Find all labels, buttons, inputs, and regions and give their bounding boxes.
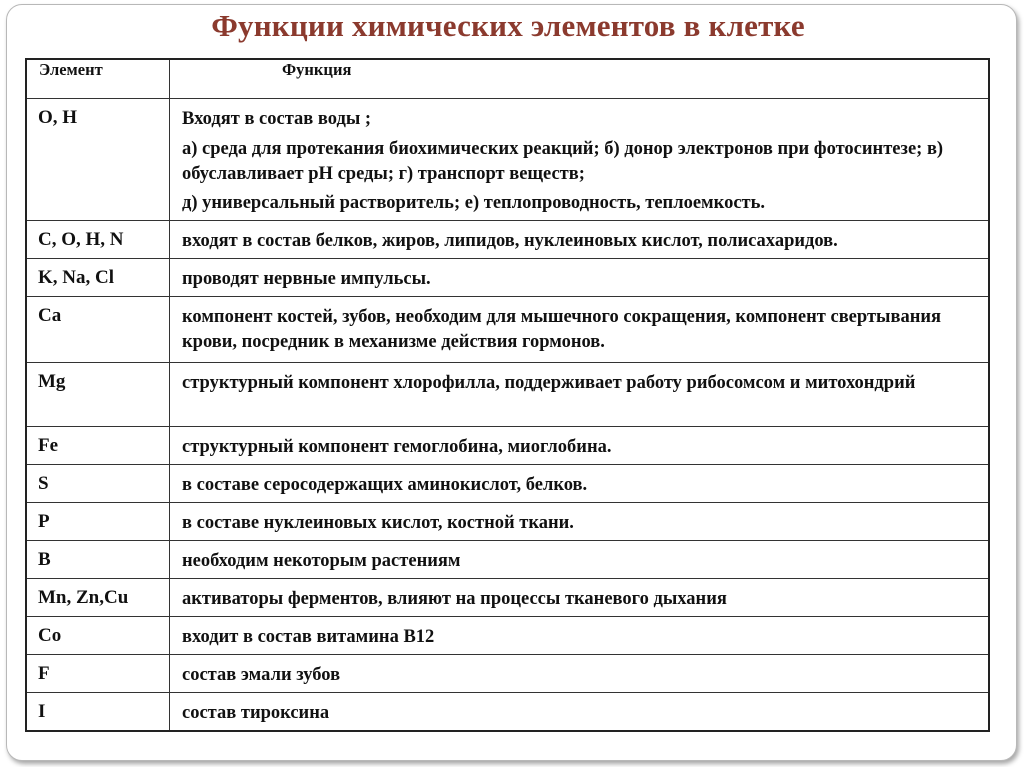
element-cell: B <box>26 541 170 579</box>
function-cell: структурный компонент гемоглобина, миоглобина. <box>170 427 990 465</box>
function-cell: компонент костей, зубов, необходим для мышечного сокращения, компонент свертывания крови, посредник в механизме действия гормонов. <box>170 297 990 363</box>
slide-title: Функции химических элементов в клетке <box>211 8 805 43</box>
table-row <box>26 297 989 363</box>
table-header-row <box>26 59 989 99</box>
function-cell: входит в состав витамина В12 <box>170 617 990 655</box>
table-row <box>26 221 989 259</box>
elements-table <box>25 58 990 732</box>
function-cell: необходим некоторым растениям <box>170 541 990 579</box>
element-cell: F <box>26 655 170 693</box>
function-cell: структурный компонент хлорофилла, поддерживает работу рибосомсом и митохондрий <box>170 363 990 427</box>
element-cell: O, H <box>26 99 170 221</box>
function-line: Входят в состав воды ; <box>182 109 372 129</box>
element-cell: Fe <box>26 427 170 465</box>
element-cell: I <box>26 693 170 732</box>
table-row <box>26 427 989 465</box>
element-cell: Mg <box>26 363 170 427</box>
element-cell: C, O, H, N <box>26 221 170 259</box>
header-element: Элемент <box>26 59 170 99</box>
element-cell: Co <box>26 617 170 655</box>
table-row <box>26 655 989 693</box>
table-row <box>26 503 989 541</box>
element-cell: P <box>26 503 170 541</box>
element-cell: Mn, Zn,Cu <box>26 579 170 617</box>
table-row <box>26 617 989 655</box>
table-row <box>26 259 989 297</box>
element-cell: K, Na, Cl <box>26 259 170 297</box>
element-cell: S <box>26 465 170 503</box>
table-row <box>26 99 989 221</box>
table-row <box>26 541 989 579</box>
function-cell: проводят нервные импульсы. <box>170 259 990 297</box>
table-row <box>26 465 989 503</box>
function-cell: состав тироксина <box>170 693 990 732</box>
table-row <box>26 363 989 427</box>
table-row <box>26 579 989 617</box>
table-row <box>26 693 989 732</box>
element-cell: Ca <box>26 297 170 363</box>
header-function: Функция <box>170 59 990 99</box>
function-cell: активаторы ферментов, влияют на процессы тканевого дыхания <box>170 579 990 617</box>
function-cell: входят в состав белков, жиров, липидов, нуклеиновых кислот, полисахаридов. <box>170 221 990 259</box>
function-cell <box>170 99 990 221</box>
function-cell: в составе нуклеиновых кислот, костной ткани. <box>170 503 990 541</box>
function-line: а) среда для протекания биохимических реакций; б) донор электронов при фотосинтезе; в) обуславливает pH среды; г) транспорт веществ; <box>182 139 944 184</box>
function-line: д) универсальный растворитель; е) теплопроводность, теплоемкость. <box>182 193 766 213</box>
function-cell: в составе серосодержащих аминокислот, белков. <box>170 465 990 503</box>
function-cell: состав эмали зубов <box>170 655 990 693</box>
